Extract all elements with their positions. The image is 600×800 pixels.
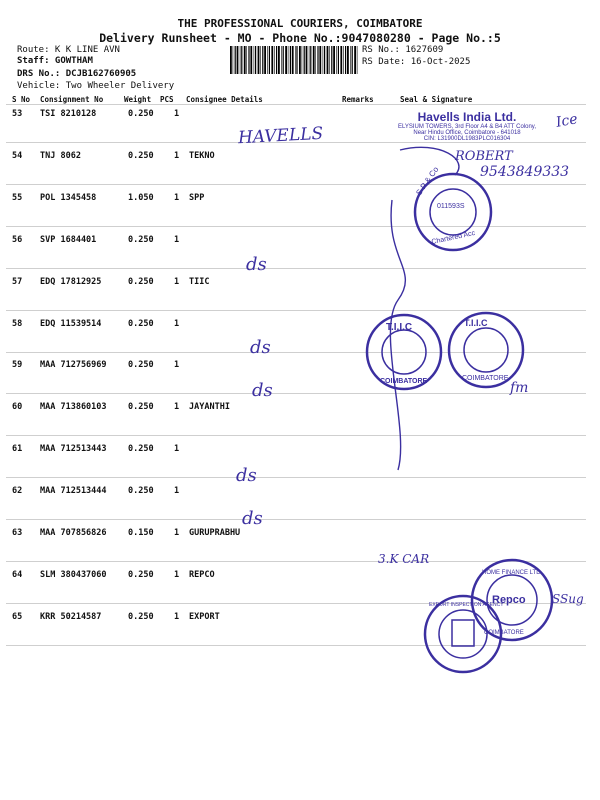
- row-consignee: TEKNO: [189, 150, 215, 161]
- row-consignment: SLM 380437060: [40, 569, 107, 580]
- row-sno: 64: [12, 569, 23, 580]
- row-sno: 57: [12, 276, 23, 287]
- row-consignment: MAA 712756969: [40, 360, 107, 371]
- row-weight: 0.250: [128, 318, 154, 329]
- row-sno: 60: [12, 402, 23, 413]
- handwriting-name: ROBERT: [455, 149, 513, 164]
- row-consignee: EXPORT: [189, 611, 220, 622]
- row-weight: 0.250: [128, 109, 154, 119]
- handwriting-phone: 9543849333: [480, 164, 570, 180]
- row-pcs: 1: [174, 360, 180, 371]
- initials-62: ds: [236, 465, 257, 486]
- row-weight: 1.050: [128, 192, 154, 203]
- row-sno: 59: [12, 360, 23, 371]
- row-consignment: MAA 713860103: [40, 402, 107, 413]
- handwriting-havells: HAVELLS: [237, 123, 324, 149]
- initials-60: ds: [252, 380, 273, 401]
- signature-repco: 3.K CAR: [378, 552, 430, 566]
- ca-seal-label: Chartered Acc: [430, 229, 476, 246]
- row-sno: 56: [12, 234, 23, 245]
- handwriting-initial-top: Ice: [554, 111, 579, 131]
- tiic-seal-2-city: COIMBATORE: [462, 375, 509, 382]
- row-sno: 65: [12, 611, 23, 622]
- row-sno: 62: [12, 486, 23, 497]
- row-pcs: 1: [174, 486, 180, 497]
- havells-stamp-address: ELYSIUM TOWERS, 3rd Floor A4 & B4 ATT Colony,: [397, 124, 537, 130]
- row-consignment: KRR 50214587: [40, 611, 102, 622]
- signature-stroke: [390, 200, 405, 470]
- staff-label: Staff: GOWTHAM: [17, 56, 93, 66]
- row-pcs: 1: [174, 192, 180, 203]
- tiic-seal: [367, 315, 441, 389]
- drs-label: DRS No.: DCJB162760905: [17, 69, 137, 79]
- row-pcs: 1: [174, 611, 180, 622]
- havells-stamp-address-2: Near Hindu Office, Coimbatore - 641018: [413, 130, 521, 136]
- tiic-seal-2: [449, 313, 523, 387]
- signature-tiic: fm: [510, 380, 529, 396]
- row-sno: 53: [12, 109, 23, 119]
- row-sno: 58: [12, 318, 23, 329]
- row-pcs: 1: [174, 444, 180, 455]
- row-sno: 55: [12, 192, 23, 203]
- row-sno: 61: [12, 444, 23, 455]
- col-consignment: Consignment No: [40, 95, 104, 104]
- row-consignment: MAA 712513443: [40, 444, 107, 455]
- runsheet-subtitle: Delivery Runsheet - MO - Phone No.:9047080280 - Page No.:5: [99, 31, 501, 45]
- row-pcs: 1: [174, 528, 180, 538]
- row-consignment: MAA 712513444: [40, 486, 107, 497]
- row-pcs: 1: [174, 109, 180, 119]
- row-weight: 0.250: [128, 486, 154, 497]
- row-weight: 0.150: [128, 528, 154, 538]
- tiic-seal-name: T.I.I.C: [386, 322, 413, 333]
- row-weight: 0.250: [128, 360, 154, 371]
- row-pcs: 1: [174, 318, 180, 329]
- rs-date: RS Date: 16-Oct-2025: [362, 57, 471, 67]
- row-consignee: JAYANTHI: [189, 402, 230, 413]
- ca-seal: [414, 165, 491, 250]
- initials-57: ds: [246, 254, 267, 275]
- row-weight: 0.250: [128, 234, 154, 245]
- row-consignment: EDQ 11539514: [40, 318, 102, 329]
- row-consignment: SVP 1684401: [40, 234, 97, 245]
- row-consignment: POL 1345458: [40, 192, 97, 203]
- repco-seal: [472, 560, 552, 640]
- row-weight: 0.250: [128, 611, 154, 622]
- rs-number: RS No.: 1627609: [362, 45, 444, 55]
- row-consignment: TSI 8210128: [40, 109, 97, 119]
- initials-63: ds: [242, 508, 263, 529]
- row-pcs: 1: [174, 402, 180, 413]
- row-pcs: 1: [174, 234, 180, 245]
- vehicle-label: Vehicle: Two Wheeler Delivery: [17, 81, 175, 91]
- row-consignment: MAA 707856826: [40, 528, 107, 538]
- row-consignment: EDQ 17812925: [40, 276, 102, 287]
- runsheet-title: THE PROFESSIONAL COURIERS, COIMBATORE: [177, 17, 423, 30]
- row-weight: 0.250: [128, 444, 154, 455]
- col-sno: S No: [12, 95, 31, 104]
- row-pcs: 1: [174, 569, 180, 580]
- row-pcs: 1: [174, 150, 180, 161]
- export-seal-ring: EXPORT INSPECTION AGENCY: [429, 602, 504, 608]
- repco-seal-ring: HOME FINANCE LTD: [482, 570, 541, 576]
- row-sno: 63: [12, 528, 23, 538]
- row-weight: 0.250: [128, 402, 154, 413]
- col-seal-signature: Seal & Signature: [400, 95, 473, 104]
- havells-stamp-cin: CIN: L31900DL1983PLC016304: [423, 136, 511, 142]
- havells-stamp-name: Havells India Ltd.: [417, 110, 517, 124]
- col-details: Consignee Details: [186, 95, 263, 104]
- row-consignee: REPCO: [189, 569, 215, 580]
- col-weight: Weight: [124, 95, 152, 104]
- row-consignment: TNJ 8062: [40, 150, 81, 161]
- row-weight: 0.250: [128, 150, 154, 161]
- row-consignee: SPP: [189, 192, 205, 203]
- row-pcs: 1: [174, 276, 180, 287]
- repco-seal-city: COIMBATORE: [484, 630, 524, 636]
- tiic-seal-2-name: T.I.I.C: [464, 318, 488, 328]
- initials-59: ds: [250, 337, 271, 358]
- route-label: Route: K K LINE AVN: [17, 45, 120, 55]
- row-weight: 0.250: [128, 276, 154, 287]
- row-consignee: TIIC: [189, 276, 210, 287]
- signature-export: SSug: [552, 592, 584, 606]
- ca-seal-number: 011593S: [437, 203, 465, 210]
- col-remarks: Remarks: [342, 95, 374, 104]
- row-consignee: GURUPRABHU: [189, 528, 241, 538]
- repco-seal-name: Repco: [492, 594, 526, 606]
- row-sno: 54: [12, 150, 23, 161]
- tiic-seal-city: COIMBATORE: [380, 378, 428, 385]
- col-pcs: PCS: [160, 95, 174, 104]
- ca-seal-firm: S P & Co: [414, 165, 441, 198]
- row-weight: 0.250: [128, 569, 154, 580]
